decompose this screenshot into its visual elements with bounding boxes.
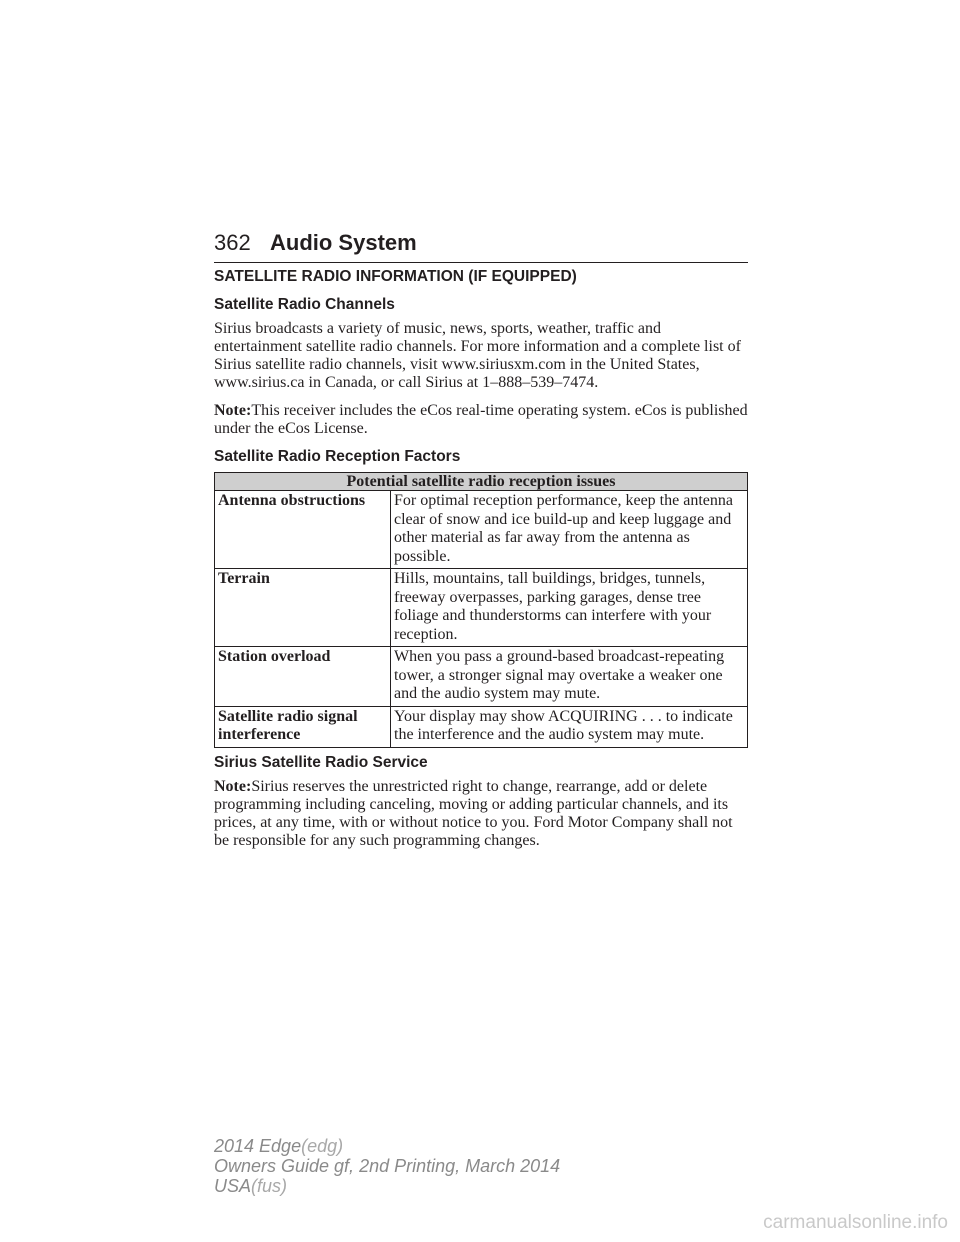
issue-description: When you pass a ground-based broadcast-repeating tower, a stronger signal may overtake a weaker one and the audio system may mute.	[391, 647, 748, 707]
footer-printing: Owners Guide gf, 2nd Printing, March 2014	[214, 1156, 561, 1176]
note-ecos	[214, 402, 750, 438]
issue-description: For optimal reception performance, keep the antenna clear of snow and ice build-up and keep luggage and other material as far away from the antenna as possible.	[391, 491, 748, 569]
note-label: Note:	[214, 402, 252, 419]
table-header-row	[215, 473, 748, 491]
issue-term: Antenna obstructions	[215, 491, 391, 569]
issue-term: Station overload	[215, 647, 391, 707]
watermark: carmanualsonline.info	[763, 1212, 948, 1233]
table-row	[215, 647, 748, 707]
note-service	[214, 778, 750, 850]
channels-paragraph	[214, 320, 750, 392]
chapter-title: Audio System	[270, 230, 417, 255]
service-heading: Sirius Satellite Radio Service	[214, 753, 428, 771]
note-text: Sirius reserves the unrestricted right to change, rearrange, add or delete programming including canceling, moving or adding particular channels, and its prices, at any time, with or without notice to you. Ford Motor Company shall not be responsible for any such programming changes.	[214, 777, 733, 849]
document-footer	[214, 1136, 560, 1196]
footer-market: USA	[214, 1176, 252, 1196]
page-header	[214, 228, 748, 263]
reception-heading: Satellite Radio Reception Factors	[214, 448, 461, 465]
table-row	[215, 491, 748, 569]
note-text: This receiver includes the eCos real-time operating system. eCos is published under the eCos License.	[214, 402, 748, 437]
reception-issues-table	[214, 472, 748, 748]
page-content	[214, 268, 750, 860]
channels-heading: Satellite Radio Channels	[214, 296, 395, 313]
table-row	[215, 706, 748, 747]
table-header: Potential satellite radio reception issues	[215, 473, 748, 491]
issue-description: Your display may show ACQUIRING . . . to indicate the interference and the audio system may mute.	[391, 706, 748, 747]
footer-market-code: (fus)	[251, 1176, 288, 1196]
section-title: SATELLITE RADIO INFORMATION (IF EQUIPPED)	[214, 268, 577, 285]
channels-text: Sirius broadcasts a variety of music, news, sports, weather, traffic and entertainment satellite radio channels. For more information and a complete list of Sirius satellite radio channels, visit www.siriusxm.com in the United States, www.sirius.ca in Canada, or call Sirius at 1–888–539–7474.	[214, 320, 741, 391]
page-number: 362	[214, 230, 251, 255]
footer-model: 2014 Edge	[214, 1136, 302, 1156]
issue-description: Hills, mountains, tall buildings, bridges, tunnels, freeway overpasses, parking garages, dense tree foliage and thunderstorms can interfere with your reception.	[391, 569, 748, 647]
table-row	[215, 569, 748, 647]
issue-term: Satellite radio signal interference	[215, 706, 391, 747]
footer-model-code: (edg)	[301, 1136, 344, 1156]
issue-term: Terrain	[215, 569, 391, 647]
footer-line-market	[214, 1176, 560, 1196]
footer-line-model	[214, 1136, 560, 1156]
note-label: Note:	[214, 777, 252, 795]
